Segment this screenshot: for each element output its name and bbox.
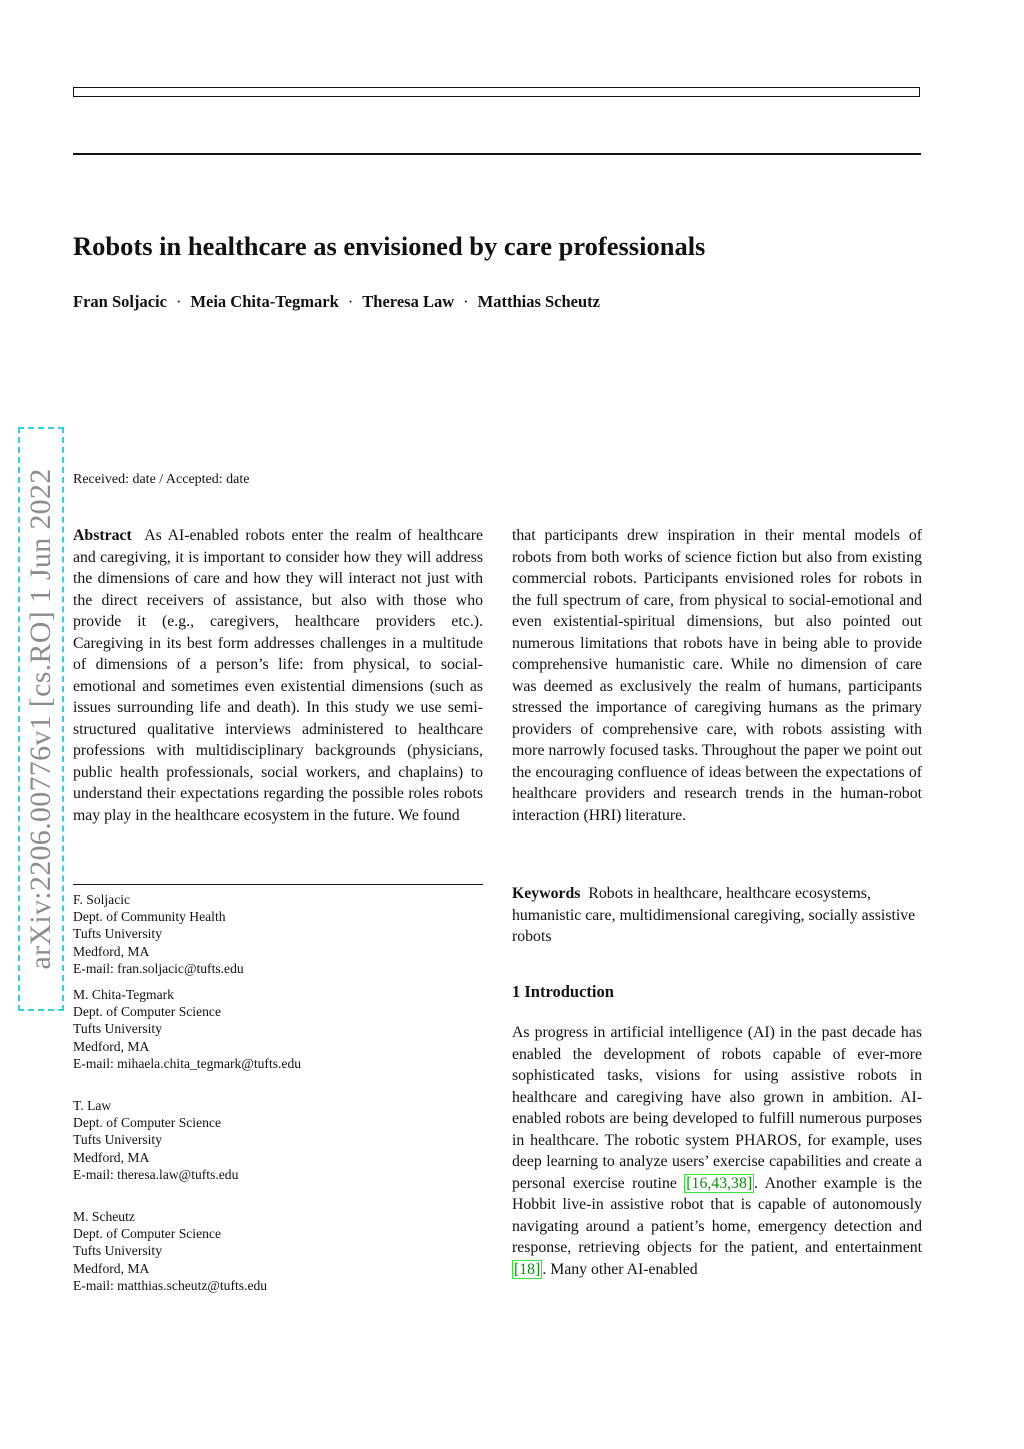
affiliation-dept: Dept. of Computer Science bbox=[73, 1226, 221, 1242]
footnote-rule bbox=[73, 884, 483, 885]
affiliation-email: E-mail: fran.soljacic@tufts.edu bbox=[73, 960, 244, 976]
affiliation-email: E-mail: theresa.law@tufts.edu bbox=[73, 1166, 239, 1182]
author-name: Matthias Scheutz bbox=[477, 292, 600, 311]
intro-text: . Another example is the Hobbit live-in assistive robot that is capable of autonomously navigating around a patient’s home, emergency detection and response, retrieving objects for the patient, and entertainment bbox=[512, 1174, 923, 1256]
affiliation-city: Medford, MA bbox=[73, 1260, 150, 1276]
affiliation-block bbox=[73, 891, 373, 977]
keywords-heading: Keywords bbox=[512, 885, 581, 902]
affiliation-dept: Dept. of Community Health bbox=[73, 909, 226, 925]
abstract-right: that participants drew inspiration in their mental models of robots from both works of science fiction but also from existing commercial robots. Participants envisioned roles for robots in the full spectrum of care, from physical to social-emotional and even existential-spiritual dimensions, but also pointed out numerous limitations that robots have in being able to provide comprehensive humanistic care. While no dimension of care was deemed as exclusively the realm of humans, participants stressed the importance of caregiving humans as the primary providers of comprehensive care, with robots assisting with more narrowly focused tasks. Throughout the paper we point out the encouraging confluence of ideas between the expectations of healthcare providers and research trends in the human-robot interaction (HRI) literature. bbox=[512, 527, 922, 824]
affiliation-block bbox=[73, 1097, 373, 1183]
affiliation-name: T. Law bbox=[73, 1098, 112, 1113]
affiliation-dept: Dept. of Computer Science bbox=[73, 1004, 221, 1020]
affiliation-dept: Dept. of Computer Science bbox=[73, 1115, 221, 1131]
affiliation-name: M. Scheutz bbox=[73, 1209, 135, 1224]
affiliation-city: Medford, MA bbox=[73, 943, 150, 959]
author-separator: · bbox=[347, 292, 354, 311]
affiliation-univ: Tufts University bbox=[73, 1021, 163, 1037]
author-separator: · bbox=[463, 292, 469, 311]
abstract-left bbox=[73, 525, 483, 826]
received-date: Received: date / Accepted: date bbox=[73, 472, 250, 487]
author-separator: · bbox=[175, 292, 182, 311]
intro-text: As progress in artificial intelligence (AI) in the past decade has enabled the development of robots capable of ever-more sophisticated tasks, visions for using assistive robots in healthcare and caregiving have also grown in ambition. AI-enabled robots are being developed to fulfill numerous purposes in healthcare. The robotic system PHAROS, for example, uses deep learning to analyze users’ exercise capabilities and create a personal exercise routine bbox=[512, 1024, 922, 1192]
affiliation-block bbox=[73, 986, 373, 1072]
citation-link[interactable]: [16,43,38] bbox=[686, 1174, 753, 1192]
author-list bbox=[73, 292, 600, 312]
affiliation-city: Medford, MA bbox=[73, 1149, 150, 1165]
affiliation-city: Medford, MA bbox=[73, 1038, 150, 1054]
author-name: Meia Chita-Tegmark bbox=[190, 292, 339, 311]
keywords-block bbox=[512, 883, 922, 948]
abstract-heading: Abstract bbox=[73, 527, 132, 544]
affiliation-name: F. Soljacic bbox=[73, 892, 131, 907]
intro-paragraph bbox=[512, 1022, 922, 1280]
author-name: Fran Soljacic bbox=[73, 292, 167, 311]
paper-title: Robots in healthcare as envisioned by care professionals bbox=[73, 231, 706, 261]
arxiv-stamp-link[interactable] bbox=[18, 427, 64, 1011]
affiliation-email: E-mail: matthias.scheutz@tufts.edu bbox=[73, 1277, 268, 1293]
author-name: Theresa Law bbox=[362, 292, 455, 311]
keywords-text: Robots in healthcare, healthcare ecosystems, humanistic care, multidimensional caregiving, socially assistive robots bbox=[512, 885, 916, 945]
abstract-text: As AI-enabled robots enter the realm of healthcare and caregiving, it is important to consider how they will address the dimensions of care and how they will interact not just with the direct receivers of assistance, but also with those who provide it (e.g., caregivers, healthcare providers etc.). Caregiving in its best form addresses challenges in a multitude of dimensions of a person’s life: from physical, to social-emotional and sometimes even existential dimensions (such as issues surrounding life and death). In this study we use semi-structured qualitative interviews administered to healthcare professions with multidisciplinary backgrounds (physicians, public health professionals, social workers, and chaplains) to understand their expectations regarding the possible roles robots may play in the healthcare ecosystem in the future. We found bbox=[73, 527, 484, 824]
affiliation-email: E-mail: mihaela.chita_tegmark@tufts.edu bbox=[73, 1055, 302, 1071]
affiliation-univ: Tufts University bbox=[73, 926, 163, 942]
affiliation-name: M. Chita-Tegmark bbox=[73, 987, 174, 1002]
header-rule bbox=[73, 153, 921, 155]
citation-link[interactable]: [18] bbox=[514, 1260, 541, 1278]
affiliation-univ: Tufts University bbox=[73, 1243, 163, 1259]
affiliation-block bbox=[73, 1208, 373, 1294]
running-header-box bbox=[73, 87, 920, 97]
intro-text: . Many other AI-enabled bbox=[542, 1260, 698, 1278]
arxiv-identifier: arXiv:2206.00776v1 [cs.RO] 1 Jun 2022 bbox=[24, 468, 57, 970]
affiliation-univ: Tufts University bbox=[73, 1132, 163, 1148]
section-heading: 1 Introduction bbox=[512, 982, 614, 1001]
